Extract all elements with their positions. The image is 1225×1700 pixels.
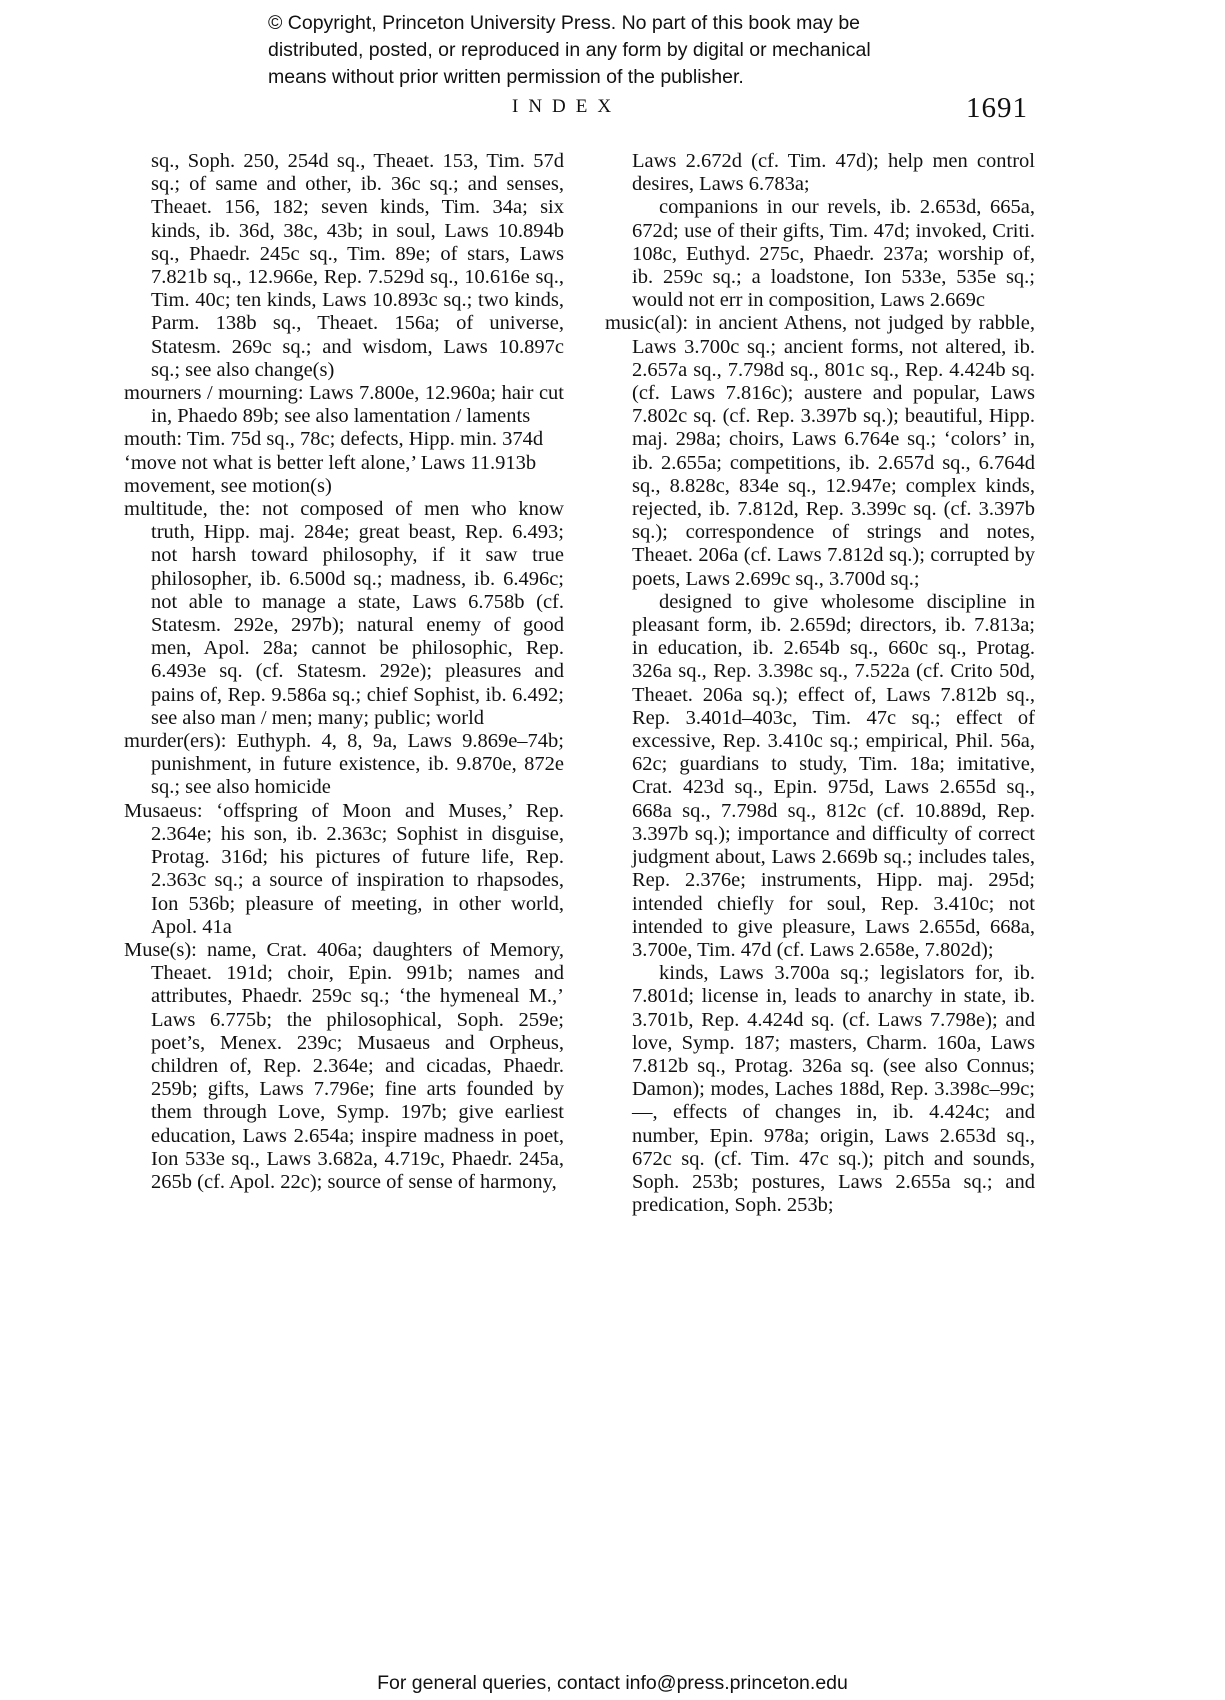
index-entry: mouth: Tim. 75d sq., 78c; defects, Hipp. min. 374d <box>124 428 544 451</box>
index-subentry: designed to give wholesome discipline in pleasant form, ib. 2.659d; directors, ib. 7.813a; in education, ib. 2.654b sq., 660c sq., Protag. 326a sq., Rep. 3.398c sq., 7.522a (cf. Crito 50d, Theaet. 206a sq.); effect of, Laws 7.812b sq., Rep. 3.401d–403c, Tim. 47c sq.; effect of excessive, Rep. 3.410c sq.; empirical, Phil. 56a, 62c; guardians to study, Tim. 18a; imitative, Crat. 423d sq., Epin. 975d, Laws 2.655d sq., 668a sq., 7.798d sq., 812c (cf. 10.889d, Rep. 3.397b sq.); importance and difficulty of correct judgment about, Laws 2.669b sq.; includes tales, Rep. 2.376e; instruments, Hipp. maj. 295d; intended chiefly for soul, Rep. 3.410c; not intended to give pleasure, Laws 2.655d, 668a, 3.700e, Tim. 47d (cf. Laws 2.658e, 7.802d); <box>632 590 1035 961</box>
index-entry: sq., Soph. 250, 254d sq., Theaet. 153, Tim. 57d sq.; of same and other, ib. 36c sq.; and senses, Theaet. 156, 182; seven kinds, Tim. 34a; six kinds, ib. 36d, 38c, 43b; in soul, Laws 10.894b sq., Phaedr. 245c sq., Tim. 89e; of stars, Laws 7.821b sq., 12.966e, Rep. 7.529d sq., 10.616e sq., Tim. 40c; ten kinds, Laws 10.893c sq.; two kinds, Parm. 138b sq., Theaet. 156a; of universe, Statesm. 269c sq.; and wisdom, Laws 10.897c sq.; see also change(s) <box>151 150 564 381</box>
index-entry: multitude, the: not composed of men who know truth, Hipp. maj. 284e; great beast, Rep. 6.493; not harsh toward philosophy, if it saw true philosopher, ib. 6.500d sq.; madness, ib. 6.496c; not able to manage a state, Laws 6.758b (cf. Statesm. 292e, 297b); natural enemy of good men, Apol. 28a; cannot be philosophic, Rep. 6.493e sq. (cf. Statesm. 292e); pleasures and pains of, Rep. 9.586a sq.; chief Sophist, ib. 6.492; see also man / men; many; public; world <box>124 498 564 729</box>
copyright-line: © Copyright, Princeton University Press. No part of this book may be <box>268 12 861 34</box>
index-subentry: companions in our revels, ib. 2.653d, 665a, 672d; use of their gifts, Tim. 47d; invoked, Criti. 108c, Euthyd. 275c, Phaedr. 237a; worship of, ib. 259c sq.; a loadstone, Ion 533e, 535e sq.; would not err in composition, Laws 2.669c <box>632 196 1035 312</box>
index-entry: Muse(s): name, Crat. 406a; daughters of Memory, Theaet. 191d; choir, Epin. 991b; names and attributes, Phaedr. 259c sq.; ‘the hymeneal M.,’ Laws 6.775b; the philosophical, Soph. 259e; poet’s, Menex. 239c; Musaeus and Orpheus, children of, Rep. 2.364e; and cicadas, Phaedr. 259b; gifts, Laws 7.796e; fine arts founded by them through Love, Symp. 197b; give earliest education, Laws 2.654a; inspire madness in poet, Ion 533e sq., Laws 3.682a, 4.719c, Phaedr. 245a, 265b (cf. Apol. 22c); source of sense of harmony, <box>124 938 564 1193</box>
contact-footer: For general queries, contact info@press.princeton.edu <box>377 1672 848 1694</box>
index-entry: mourners / mourning: Laws 7.800e, 12.960a; hair cut in, Phaedo 89b; see also lamentation / laments <box>124 382 564 428</box>
copyright-line: distributed, posted, or reproduced in any form by digital or mechanical <box>268 39 871 61</box>
index-subentry: kinds, Laws 3.700a sq.; legislators for, ib. 7.801d; license in, leads to anarchy in state, ib. 3.701b, Rep. 4.424d sq. (cf. Laws 7.798e); and love, Symp. 187; masters, Charm. 160a, Laws 7.812b sq., Protag. 326a sq. (see also Connus; Damon); modes, Laches 188d, Rep. 3.398c–99c; —, effects of changes in, ib. 4.424c; and number, Epin. 978a; origin, Laws 2.653d sq., 672c sq. (cf. Tim. 47c sq.); pitch and sounds, Soph. 253b; postures, Laws 2.655a sq.; and predication, Soph. 253b; <box>632 962 1035 1217</box>
index-entry: movement, see motion(s) <box>124 474 332 497</box>
copyright-notice <box>268 10 1028 91</box>
index-entry: Musaeus: ‘offspring of Moon and Muses,’ Rep. 2.364e; his son, ib. 2.363c; Sophist in disguise, Protag. 316d; his pictures of future life, Rep. 2.363c sq.; a source of inspiration to rhapsodes, Ion 536b; pleasure of meeting, in other world, Apol. 41a <box>124 799 564 938</box>
page-number: 1691 <box>966 92 1028 124</box>
index-entry: music(al): in ancient Athens, not judged by rabble, Laws 3.700c sq.; ancient forms, not altered, ib. 2.657a sq., 7.798d sq., 801c sq., Rep. 4.424b sq. (cf. Laws 7.816c); austere and popular, Laws 7.802c sq. (cf. Rep. 3.397b sq.); beautiful, Hipp. maj. 298a; choirs, Laws 6.764e sq.; ‘colors’ in, ib. 2.655a; competitions, ib. 2.657d sq., 6.764d sq., 8.828c, 834e sq., 12.947e; complex kinds, rejected, ib. 7.812d, Rep. 3.399c sq. (cf. 3.397b sq.); correspondence of strings and notes, Theaet. 206a (cf. Laws 7.812d sq.); corrupted by poets, Laws 2.699c sq., 3.700d sq.; <box>605 312 1035 590</box>
index-entry: murder(ers): Euthyph. 4, 8, 9a, Laws 9.869e–74b; punishment, in future existence, ib. 9.870e, 872e sq.; see also homicide <box>124 730 564 799</box>
index-entry: ‘move not what is better left alone,’ Laws 11.913b <box>124 451 537 474</box>
index-column-right <box>605 150 1035 1217</box>
index-entry: Laws 2.672d (cf. Tim. 47d); help men control desires, Laws 6.783a; <box>632 150 1035 196</box>
index-column-left <box>124 150 564 1194</box>
running-head: INDEX <box>512 96 622 117</box>
copyright-line: means without prior written permission of the publisher. <box>268 66 744 88</box>
